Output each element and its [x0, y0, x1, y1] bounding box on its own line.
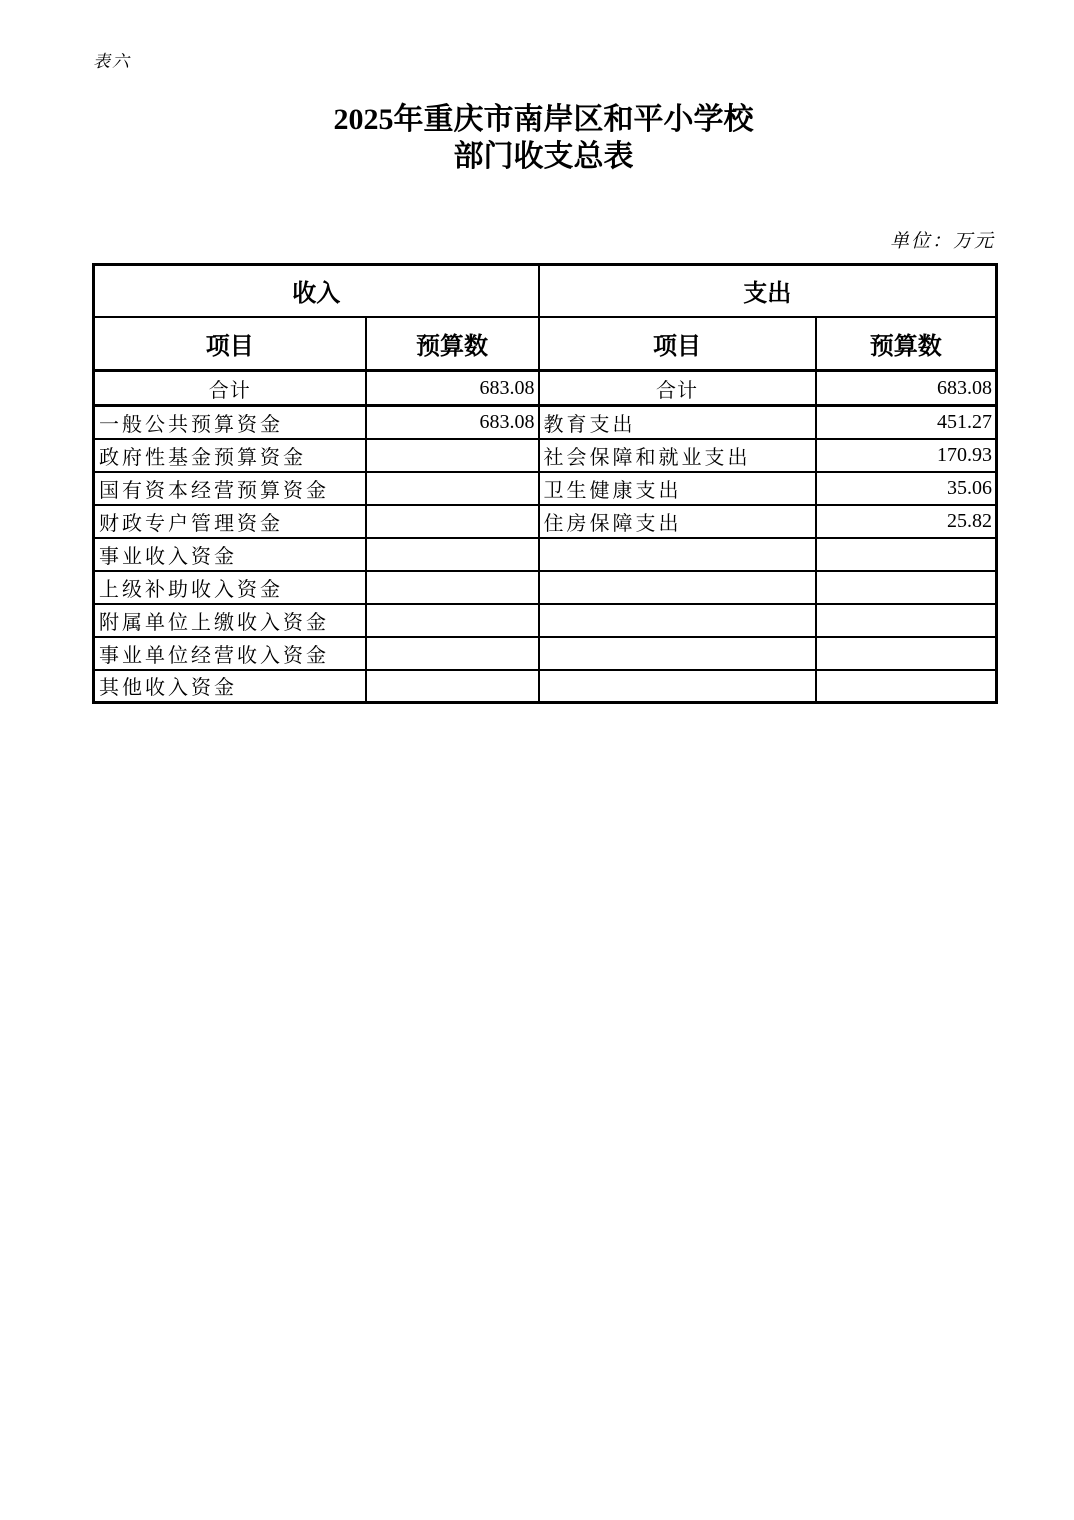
section-header-row	[94, 265, 997, 317]
income-item-cell: 事业单位经营收入资金	[94, 637, 366, 670]
table-row	[94, 670, 997, 703]
column-header-row	[94, 317, 997, 371]
income-budget-cell	[366, 439, 539, 472]
unit-note: 单位：万元	[889, 231, 995, 252]
income-budget-cell	[366, 472, 539, 505]
expense-budget-cell: 451.27	[816, 406, 997, 439]
table-row	[94, 505, 997, 538]
income-budget-cell: 683.08	[366, 406, 539, 439]
expense-section-header: 支出	[539, 265, 997, 317]
income-total-label-cell: 合计	[94, 371, 366, 406]
expense-budget-cell: 25.82	[816, 505, 997, 538]
expense-item-col-header: 项目	[539, 317, 816, 371]
expense-budget-cell	[816, 637, 997, 670]
expense-item-cell: 教育支出	[539, 406, 816, 439]
table-row	[94, 604, 997, 637]
expense-item-cell	[539, 637, 816, 670]
income-budget-col-header: 预算数	[366, 317, 539, 371]
expense-item-cell: 住房保障支出	[539, 505, 816, 538]
table-row	[94, 637, 997, 670]
income-total-value-cell: 683.08	[366, 371, 539, 406]
total-row	[94, 371, 997, 406]
expense-item-cell	[539, 670, 816, 703]
income-budget-cell	[366, 670, 539, 703]
table-row	[94, 571, 997, 604]
table-row	[94, 472, 997, 505]
page-title-line1: 2025年重庆市南岸区和平小学校	[333, 103, 754, 136]
expense-budget-cell	[816, 538, 997, 571]
income-section-header: 收入	[94, 265, 539, 317]
income-item-col-header: 项目	[94, 317, 366, 371]
income-budget-cell	[366, 571, 539, 604]
expense-budget-cell	[816, 670, 997, 703]
income-item-cell: 其他收入资金	[94, 670, 366, 703]
expense-budget-cell: 170.93	[816, 439, 997, 472]
expense-budget-cell	[816, 604, 997, 637]
expense-total-label-cell: 合计	[539, 371, 816, 406]
expense-item-cell	[539, 538, 816, 571]
expense-budget-cell: 35.06	[816, 472, 997, 505]
table-row	[94, 439, 997, 472]
expense-item-cell: 社会保障和就业支出	[539, 439, 816, 472]
expense-item-cell	[539, 571, 816, 604]
expense-item-cell: 卫生健康支出	[539, 472, 816, 505]
budget-summary-table	[92, 263, 998, 704]
expense-budget-cell	[816, 571, 997, 604]
income-item-cell: 一般公共预算资金	[94, 406, 366, 439]
income-item-cell: 政府性基金预算资金	[94, 439, 366, 472]
income-item-cell: 事业收入资金	[94, 538, 366, 571]
income-budget-cell	[366, 604, 539, 637]
table-row	[94, 538, 997, 571]
page-title-line2: 部门收支总表	[453, 140, 634, 173]
table-number-label: 表六	[93, 52, 131, 71]
income-item-cell: 上级补助收入资金	[94, 571, 366, 604]
income-budget-cell	[366, 538, 539, 571]
expense-total-value-cell: 683.08	[816, 371, 997, 406]
table-row	[94, 406, 997, 439]
income-item-cell: 财政专户管理资金	[94, 505, 366, 538]
expense-item-cell	[539, 604, 816, 637]
page-title	[92, 101, 995, 175]
income-budget-cell	[366, 505, 539, 538]
income-item-cell: 附属单位上缴收入资金	[94, 604, 366, 637]
income-item-cell: 国有资本经营预算资金	[94, 472, 366, 505]
income-budget-cell	[366, 637, 539, 670]
expense-budget-col-header: 预算数	[816, 317, 997, 371]
